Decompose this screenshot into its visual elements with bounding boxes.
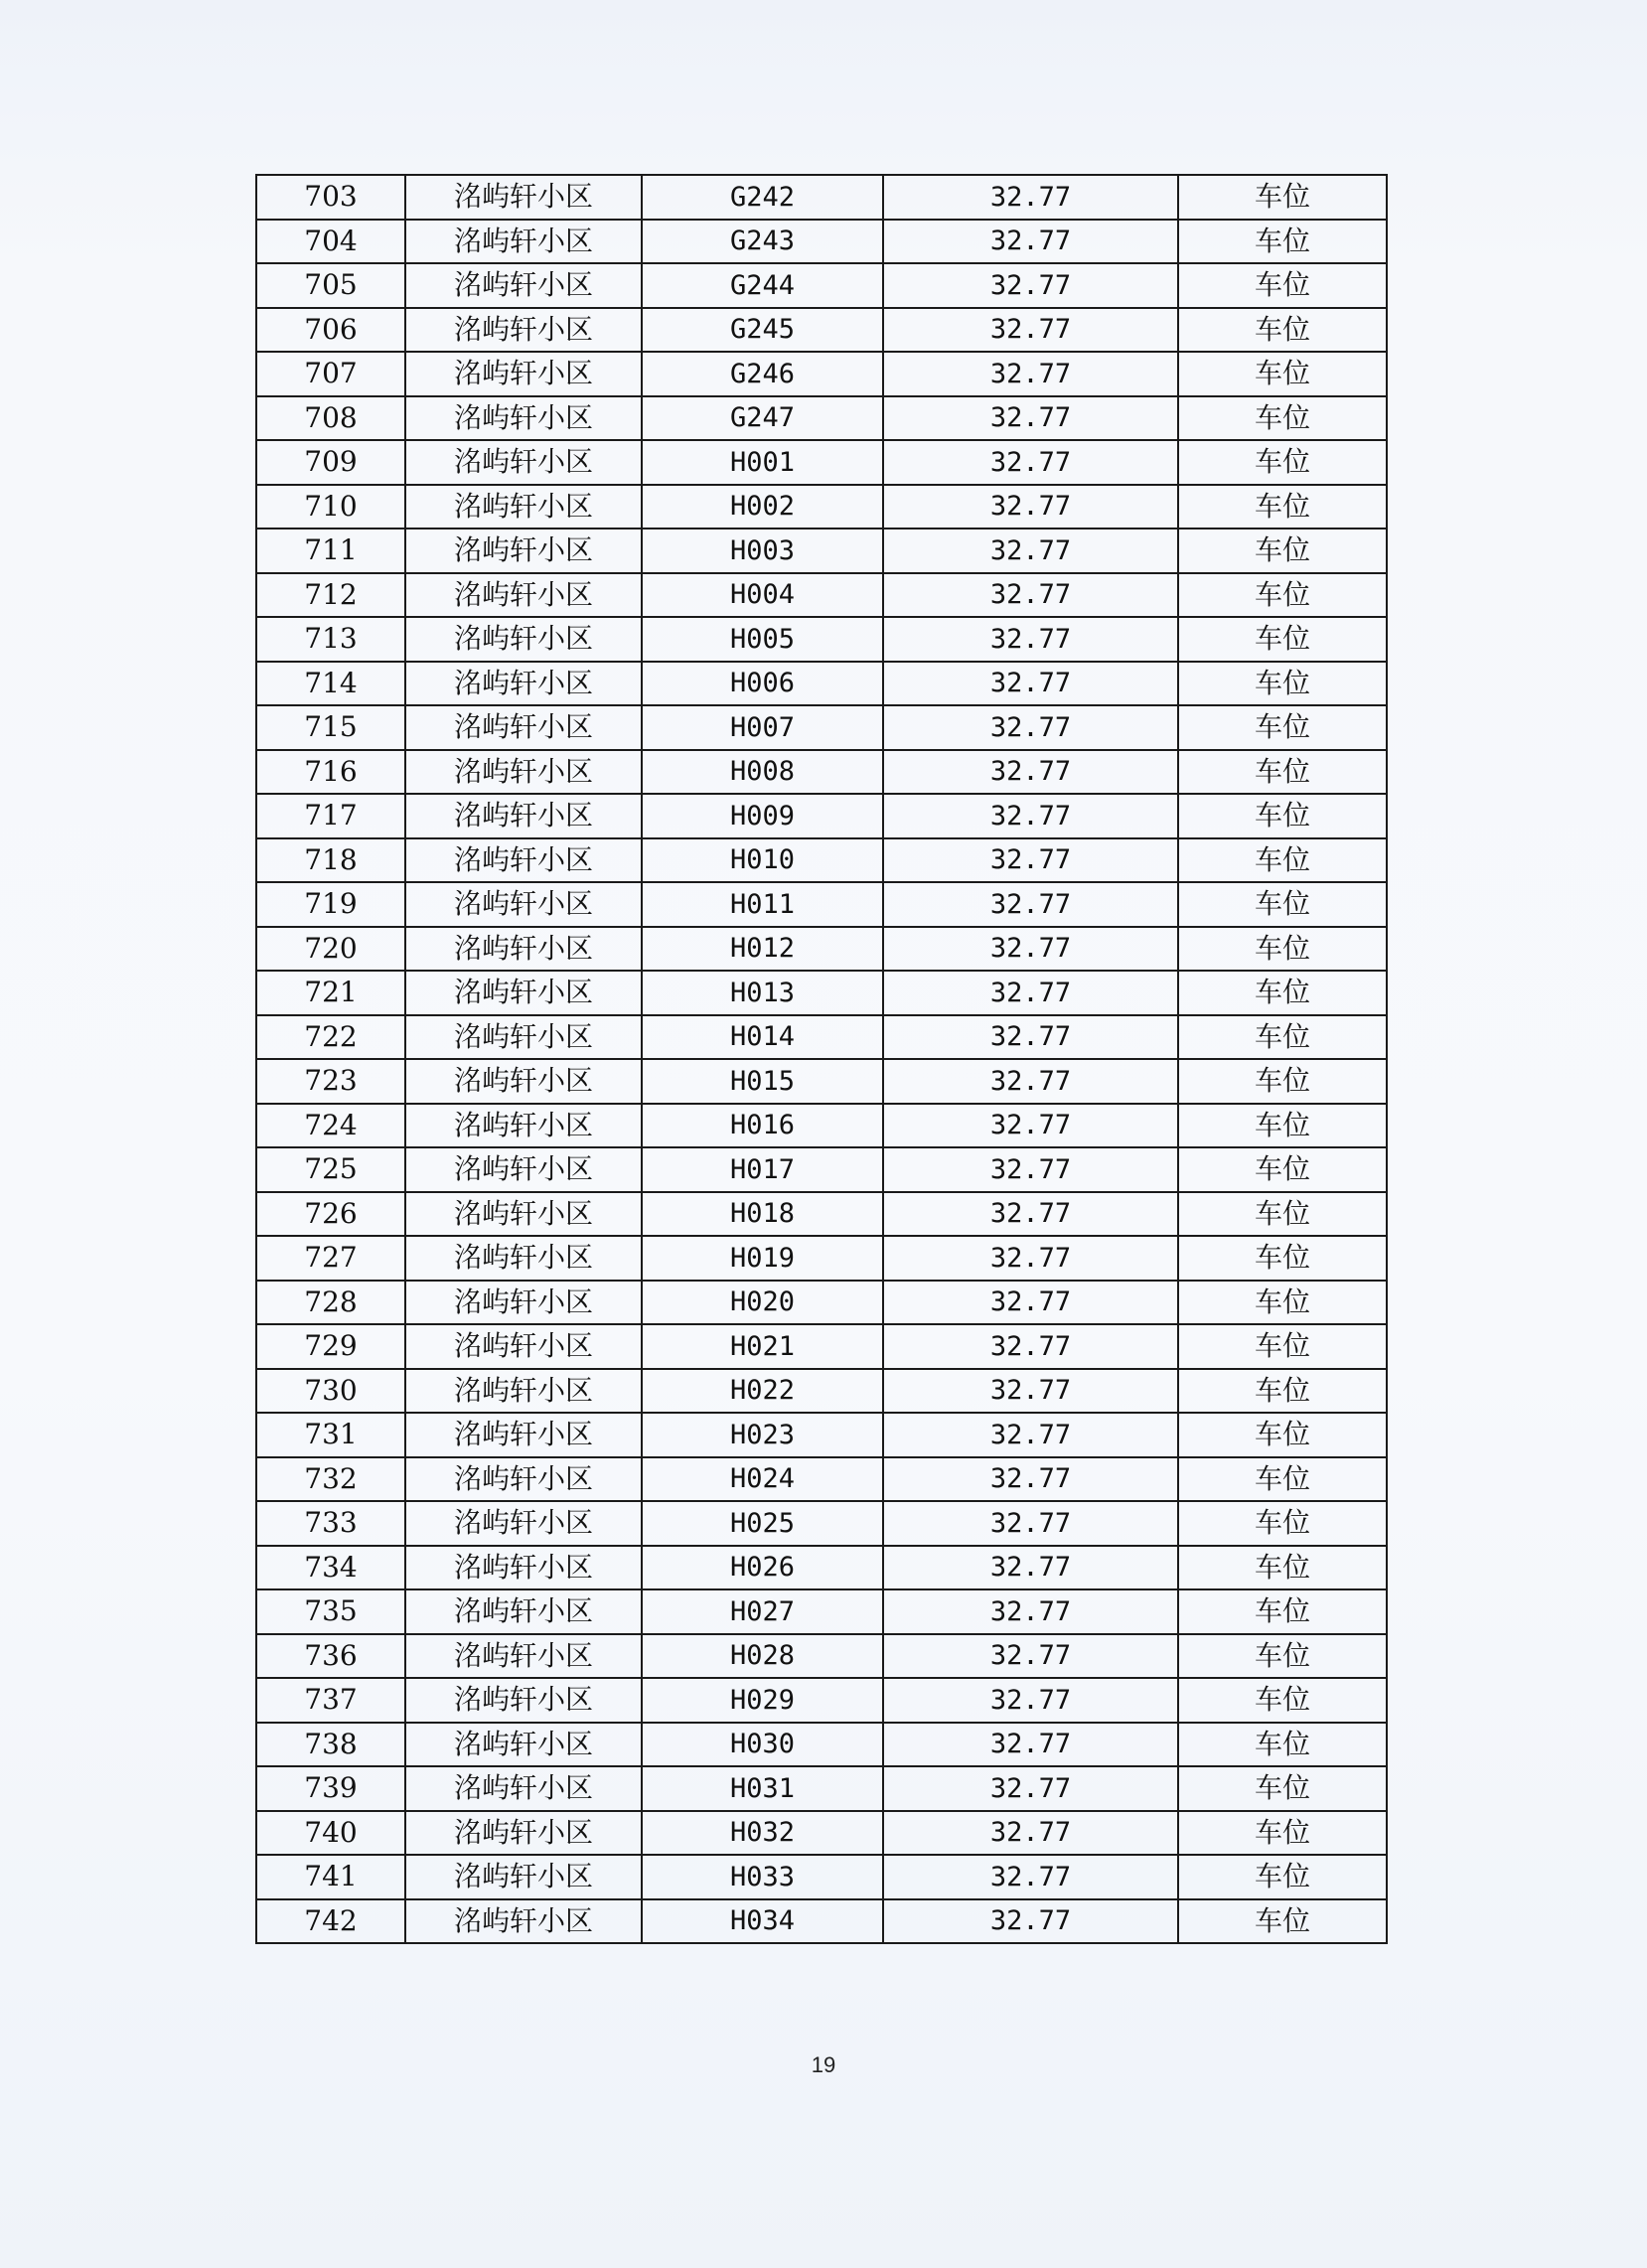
- space-type-cell: 车位: [1178, 352, 1387, 396]
- community-name-cell: 洺屿轩小区: [405, 882, 642, 927]
- space-type-cell: 车位: [1178, 794, 1387, 838]
- space-type-cell: 车位: [1178, 529, 1387, 573]
- area-cell: 32.77: [883, 573, 1178, 618]
- community-name-cell: 洺屿轩小区: [405, 617, 642, 662]
- space-type-cell: 车位: [1178, 750, 1387, 795]
- table-row: [256, 1766, 1387, 1811]
- space-code-cell: H023: [642, 1413, 883, 1457]
- area-cell: 32.77: [883, 1457, 1178, 1502]
- table-row: [256, 485, 1387, 529]
- community-name-cell: 洺屿轩小区: [405, 1413, 642, 1457]
- space-code-cell: G244: [642, 263, 883, 308]
- area-cell: 32.77: [883, 1546, 1178, 1590]
- row-number-cell: 739: [256, 1766, 405, 1811]
- community-name-cell: 洺屿轩小区: [405, 529, 642, 573]
- table-row: [256, 662, 1387, 706]
- community-name-cell: 洺屿轩小区: [405, 1281, 642, 1325]
- table-row: [256, 838, 1387, 883]
- space-type-cell: 车位: [1178, 1236, 1387, 1281]
- row-number-cell: 733: [256, 1501, 405, 1546]
- area-cell: 32.77: [883, 175, 1178, 220]
- space-code-cell: H027: [642, 1589, 883, 1634]
- parking-space-table-container: [255, 174, 1386, 1944]
- row-number-cell: 742: [256, 1899, 405, 1944]
- community-name-cell: 洺屿轩小区: [405, 1457, 642, 1502]
- table-row: [256, 308, 1387, 353]
- row-number-cell: 731: [256, 1413, 405, 1457]
- table-row: [256, 529, 1387, 573]
- space-code-cell: H031: [642, 1766, 883, 1811]
- area-cell: 32.77: [883, 1324, 1178, 1369]
- space-type-cell: 车位: [1178, 927, 1387, 972]
- space-type-cell: 车位: [1178, 308, 1387, 353]
- community-name-cell: 洺屿轩小区: [405, 1147, 642, 1192]
- space-type-cell: 车位: [1178, 1324, 1387, 1369]
- space-type-cell: 车位: [1178, 1589, 1387, 1634]
- community-name-cell: 洺屿轩小区: [405, 352, 642, 396]
- space-type-cell: 车位: [1178, 1546, 1387, 1590]
- community-name-cell: 洺屿轩小区: [405, 308, 642, 353]
- space-code-cell: H011: [642, 882, 883, 927]
- area-cell: 32.77: [883, 352, 1178, 396]
- row-number-cell: 714: [256, 662, 405, 706]
- space-type-cell: 车位: [1178, 1104, 1387, 1148]
- space-type-cell: 车位: [1178, 485, 1387, 529]
- row-number-cell: 727: [256, 1236, 405, 1281]
- table-row: [256, 617, 1387, 662]
- table-row: [256, 794, 1387, 838]
- table-row: [256, 220, 1387, 264]
- row-number-cell: 707: [256, 352, 405, 396]
- community-name-cell: 洺屿轩小区: [405, 1811, 642, 1856]
- space-code-cell: H009: [642, 794, 883, 838]
- page-number: 19: [811, 2052, 836, 2077]
- space-code-cell: H004: [642, 573, 883, 618]
- space-code-cell: H020: [642, 1281, 883, 1325]
- row-number-cell: 713: [256, 617, 405, 662]
- space-type-cell: 车位: [1178, 1015, 1387, 1060]
- space-code-cell: H012: [642, 927, 883, 972]
- space-type-cell: 车位: [1178, 175, 1387, 220]
- space-type-cell: 车位: [1178, 1147, 1387, 1192]
- parking-space-table: [255, 174, 1388, 1944]
- space-type-cell: 车位: [1178, 396, 1387, 441]
- area-cell: 32.77: [883, 1678, 1178, 1723]
- row-number-cell: 721: [256, 971, 405, 1015]
- row-number-cell: 734: [256, 1546, 405, 1590]
- area-cell: 32.77: [883, 1811, 1178, 1856]
- community-name-cell: 洺屿轩小区: [405, 971, 642, 1015]
- community-name-cell: 洺屿轩小区: [405, 1899, 642, 1944]
- space-type-cell: 车位: [1178, 971, 1387, 1015]
- table-row: [256, 1104, 1387, 1148]
- table-row: [256, 1723, 1387, 1767]
- space-type-cell: 车位: [1178, 1369, 1387, 1414]
- table-row: [256, 1811, 1387, 1856]
- community-name-cell: 洺屿轩小区: [405, 175, 642, 220]
- space-type-cell: 车位: [1178, 705, 1387, 750]
- area-cell: 32.77: [883, 485, 1178, 529]
- area-cell: 32.77: [883, 617, 1178, 662]
- table-row: [256, 1546, 1387, 1590]
- space-code-cell: G247: [642, 396, 883, 441]
- community-name-cell: 洺屿轩小区: [405, 1369, 642, 1414]
- row-number-cell: 715: [256, 705, 405, 750]
- space-code-cell: G245: [642, 308, 883, 353]
- space-type-cell: 车位: [1178, 882, 1387, 927]
- area-cell: 32.77: [883, 1147, 1178, 1192]
- community-name-cell: 洺屿轩小区: [405, 573, 642, 618]
- space-type-cell: 车位: [1178, 263, 1387, 308]
- area-cell: 32.77: [883, 1899, 1178, 1944]
- space-type-cell: 车位: [1178, 1457, 1387, 1502]
- space-code-cell: H025: [642, 1501, 883, 1546]
- table-row: [256, 1855, 1387, 1899]
- row-number-cell: 737: [256, 1678, 405, 1723]
- row-number-cell: 725: [256, 1147, 405, 1192]
- row-number-cell: 716: [256, 750, 405, 795]
- space-code-cell: H026: [642, 1546, 883, 1590]
- row-number-cell: 728: [256, 1281, 405, 1325]
- space-code-cell: H017: [642, 1147, 883, 1192]
- community-name-cell: 洺屿轩小区: [405, 440, 642, 485]
- row-number-cell: 730: [256, 1369, 405, 1414]
- area-cell: 32.77: [883, 1501, 1178, 1546]
- community-name-cell: 洺屿轩小区: [405, 1589, 642, 1634]
- table-row: [256, 971, 1387, 1015]
- row-number-cell: 732: [256, 1457, 405, 1502]
- space-type-cell: 车位: [1178, 662, 1387, 706]
- row-number-cell: 717: [256, 794, 405, 838]
- area-cell: 32.77: [883, 794, 1178, 838]
- table-row: [256, 1147, 1387, 1192]
- community-name-cell: 洺屿轩小区: [405, 1501, 642, 1546]
- row-number-cell: 708: [256, 396, 405, 441]
- row-number-cell: 710: [256, 485, 405, 529]
- space-type-cell: 车位: [1178, 1192, 1387, 1237]
- row-number-cell: 723: [256, 1059, 405, 1104]
- row-number-cell: 720: [256, 927, 405, 972]
- community-name-cell: 洺屿轩小区: [405, 838, 642, 883]
- area-cell: 32.77: [883, 927, 1178, 972]
- community-name-cell: 洺屿轩小区: [405, 927, 642, 972]
- row-number-cell: 724: [256, 1104, 405, 1148]
- row-number-cell: 741: [256, 1855, 405, 1899]
- row-number-cell: 740: [256, 1811, 405, 1856]
- table-row: [256, 882, 1387, 927]
- area-cell: 32.77: [883, 1723, 1178, 1767]
- area-cell: 32.77: [883, 971, 1178, 1015]
- table-row: [256, 573, 1387, 618]
- space-code-cell: H021: [642, 1324, 883, 1369]
- area-cell: 32.77: [883, 529, 1178, 573]
- area-cell: 32.77: [883, 1369, 1178, 1414]
- area-cell: 32.77: [883, 1104, 1178, 1148]
- table-row: [256, 1192, 1387, 1237]
- table-row: [256, 1369, 1387, 1414]
- table-row: [256, 1015, 1387, 1060]
- community-name-cell: 洺屿轩小区: [405, 1236, 642, 1281]
- space-code-cell: H015: [642, 1059, 883, 1104]
- area-cell: 32.77: [883, 1236, 1178, 1281]
- space-type-cell: 车位: [1178, 1855, 1387, 1899]
- area-cell: 32.77: [883, 838, 1178, 883]
- area-cell: 32.77: [883, 1281, 1178, 1325]
- area-cell: 32.77: [883, 440, 1178, 485]
- space-code-cell: H014: [642, 1015, 883, 1060]
- space-code-cell: H028: [642, 1634, 883, 1679]
- community-name-cell: 洺屿轩小区: [405, 1678, 642, 1723]
- area-cell: 32.77: [883, 1589, 1178, 1634]
- row-number-cell: 709: [256, 440, 405, 485]
- space-code-cell: H001: [642, 440, 883, 485]
- row-number-cell: 738: [256, 1723, 405, 1767]
- space-type-cell: 车位: [1178, 1634, 1387, 1679]
- area-cell: 32.77: [883, 1059, 1178, 1104]
- space-type-cell: 车位: [1178, 220, 1387, 264]
- space-type-cell: 车位: [1178, 1899, 1387, 1944]
- space-code-cell: H005: [642, 617, 883, 662]
- space-type-cell: 车位: [1178, 573, 1387, 618]
- area-cell: 32.77: [883, 705, 1178, 750]
- area-cell: 32.77: [883, 1413, 1178, 1457]
- area-cell: 32.77: [883, 396, 1178, 441]
- space-code-cell: G242: [642, 175, 883, 220]
- table-row: [256, 705, 1387, 750]
- table-row: [256, 175, 1387, 220]
- space-type-cell: 车位: [1178, 1059, 1387, 1104]
- space-type-cell: 车位: [1178, 1678, 1387, 1723]
- community-name-cell: 洺屿轩小区: [405, 1015, 642, 1060]
- area-cell: 32.77: [883, 220, 1178, 264]
- table-row: [256, 1457, 1387, 1502]
- table-row: [256, 396, 1387, 441]
- row-number-cell: 711: [256, 529, 405, 573]
- community-name-cell: 洺屿轩小区: [405, 1192, 642, 1237]
- table-row: [256, 1236, 1387, 1281]
- space-code-cell: H003: [642, 529, 883, 573]
- table-row: [256, 1899, 1387, 1944]
- space-code-cell: H024: [642, 1457, 883, 1502]
- row-number-cell: 729: [256, 1324, 405, 1369]
- table-row: [256, 1059, 1387, 1104]
- area-cell: 32.77: [883, 1766, 1178, 1811]
- table-row: [256, 1678, 1387, 1723]
- community-name-cell: 洺屿轩小区: [405, 1324, 642, 1369]
- community-name-cell: 洺屿轩小区: [405, 1855, 642, 1899]
- area-cell: 32.77: [883, 662, 1178, 706]
- space-type-cell: 车位: [1178, 1723, 1387, 1767]
- area-cell: 32.77: [883, 308, 1178, 353]
- row-number-cell: 704: [256, 220, 405, 264]
- community-name-cell: 洺屿轩小区: [405, 750, 642, 795]
- space-code-cell: H008: [642, 750, 883, 795]
- row-number-cell: 736: [256, 1634, 405, 1679]
- space-type-cell: 车位: [1178, 617, 1387, 662]
- community-name-cell: 洺屿轩小区: [405, 1104, 642, 1148]
- space-code-cell: H034: [642, 1899, 883, 1944]
- table-row: [256, 1281, 1387, 1325]
- space-code-cell: H030: [642, 1723, 883, 1767]
- community-name-cell: 洺屿轩小区: [405, 485, 642, 529]
- area-cell: 32.77: [883, 882, 1178, 927]
- row-number-cell: 703: [256, 175, 405, 220]
- community-name-cell: 洺屿轩小区: [405, 220, 642, 264]
- space-code-cell: H016: [642, 1104, 883, 1148]
- row-number-cell: 735: [256, 1589, 405, 1634]
- community-name-cell: 洺屿轩小区: [405, 1546, 642, 1590]
- community-name-cell: 洺屿轩小区: [405, 794, 642, 838]
- community-name-cell: 洺屿轩小区: [405, 705, 642, 750]
- space-code-cell: H033: [642, 1855, 883, 1899]
- table-row: [256, 1324, 1387, 1369]
- row-number-cell: 712: [256, 573, 405, 618]
- row-number-cell: 722: [256, 1015, 405, 1060]
- community-name-cell: 洺屿轩小区: [405, 1634, 642, 1679]
- space-code-cell: H022: [642, 1369, 883, 1414]
- area-cell: 32.77: [883, 1192, 1178, 1237]
- space-code-cell: G243: [642, 220, 883, 264]
- space-code-cell: G246: [642, 352, 883, 396]
- area-cell: 32.77: [883, 1015, 1178, 1060]
- space-code-cell: H029: [642, 1678, 883, 1723]
- space-code-cell: H019: [642, 1236, 883, 1281]
- table-row: [256, 1634, 1387, 1679]
- space-code-cell: H002: [642, 485, 883, 529]
- row-number-cell: 705: [256, 263, 405, 308]
- table-row: [256, 352, 1387, 396]
- table-row: [256, 927, 1387, 972]
- row-number-cell: 719: [256, 882, 405, 927]
- community-name-cell: 洺屿轩小区: [405, 1723, 642, 1767]
- table-row: [256, 1413, 1387, 1457]
- space-code-cell: H018: [642, 1192, 883, 1237]
- space-code-cell: H007: [642, 705, 883, 750]
- space-code-cell: H013: [642, 971, 883, 1015]
- area-cell: 32.77: [883, 1634, 1178, 1679]
- table-row: [256, 1501, 1387, 1546]
- community-name-cell: 洺屿轩小区: [405, 1766, 642, 1811]
- community-name-cell: 洺屿轩小区: [405, 662, 642, 706]
- table-body: [256, 175, 1387, 1943]
- space-type-cell: 车位: [1178, 1413, 1387, 1457]
- community-name-cell: 洺屿轩小区: [405, 263, 642, 308]
- space-type-cell: 车位: [1178, 440, 1387, 485]
- table-row: [256, 440, 1387, 485]
- table-row: [256, 263, 1387, 308]
- row-number-cell: 706: [256, 308, 405, 353]
- community-name-cell: 洺屿轩小区: [405, 1059, 642, 1104]
- area-cell: 32.77: [883, 1855, 1178, 1899]
- space-type-cell: 车位: [1178, 1281, 1387, 1325]
- community-name-cell: 洺屿轩小区: [405, 396, 642, 441]
- space-code-cell: H032: [642, 1811, 883, 1856]
- space-type-cell: 车位: [1178, 1811, 1387, 1856]
- table-row: [256, 1589, 1387, 1634]
- space-type-cell: 车位: [1178, 838, 1387, 883]
- space-code-cell: H006: [642, 662, 883, 706]
- row-number-cell: 726: [256, 1192, 405, 1237]
- space-type-cell: 车位: [1178, 1766, 1387, 1811]
- space-type-cell: 车位: [1178, 1501, 1387, 1546]
- area-cell: 32.77: [883, 263, 1178, 308]
- area-cell: 32.77: [883, 750, 1178, 795]
- table-row: [256, 750, 1387, 795]
- row-number-cell: 718: [256, 838, 405, 883]
- space-code-cell: H010: [642, 838, 883, 883]
